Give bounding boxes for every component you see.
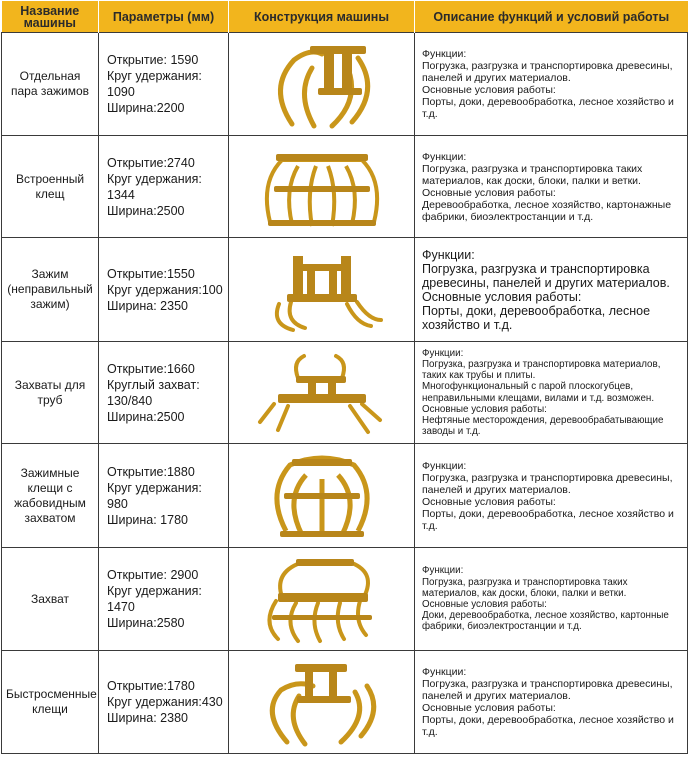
machine-name: Зажим (неправильный зажим)	[2, 238, 99, 342]
param-width: Ширина:2500	[107, 203, 185, 218]
param-opening: Открытие: 1590	[107, 53, 199, 67]
desc-functions: Погрузка, разгрузка и транспортировка таких материалов, как доски, блоки, палки и ветки.	[422, 162, 643, 187]
param-opening: Открытие:1880	[107, 464, 195, 479]
table-row	[2, 342, 688, 444]
machine-params	[99, 651, 229, 754]
header-name: Название машины	[2, 1, 99, 33]
desc-conditions: Порты, доки, деревообработка, лесное хозяйство и т.д.	[422, 96, 674, 120]
desc-conditions: Порты, доки, деревообработка, лесное хозяйство и т.д.	[422, 714, 674, 738]
table-row	[2, 238, 688, 342]
machine-description	[415, 444, 688, 548]
machine-name: Быстросменные клещи	[2, 651, 99, 754]
machine-image	[229, 651, 415, 754]
desc-conditions: Порты, доки, деревообработка, лесное хозяйство и т.д.	[422, 507, 674, 532]
desc-functions: Погрузка, разгрузка и транспортировка древесины, панелей и других материалов.	[422, 60, 673, 84]
quick-change-clamp-illustration	[257, 656, 387, 748]
desc-functions: Погрузка, разгрузка и транспортировка древесины, панелей и других материалов.	[422, 678, 673, 702]
desc-conditions-label: Основные условия работы:	[422, 289, 582, 304]
desc-conditions: Доки, деревообработка, лесное хозяйство, картонные фабрики, биоэлектростанции и т.д.	[422, 610, 669, 633]
desc-functions: Погрузка, разгрузка и транспортировка древесины, панелей и других материалов.	[422, 471, 673, 496]
irregular-clamp-illustration	[257, 244, 387, 336]
desc-conditions-label: Основные условия работы:	[422, 495, 556, 508]
desc-conditions-label: Основные условия работы:	[422, 599, 547, 610]
table-row	[2, 651, 688, 754]
machine-description	[415, 136, 688, 238]
desc-functions-label: Функции:	[422, 347, 464, 359]
desc-functions-label: Функции:	[422, 666, 467, 678]
pipe-grapple-illustration	[252, 348, 392, 438]
machine-params	[99, 548, 229, 651]
table-row	[2, 548, 688, 651]
table-header-row	[2, 1, 688, 33]
desc-multifunction: Многофункциональный с парой плоскогубцев, неправильными клещами, вилами и т.д. возможен.	[422, 381, 655, 404]
machine-name: Зажимные клещи с жабовидным захватом	[2, 444, 99, 548]
machine-params	[99, 136, 229, 238]
param-width: Ширина: 1780	[107, 512, 188, 527]
machine-description	[415, 342, 688, 444]
machine-params	[99, 33, 229, 136]
machine-name: Захват	[2, 548, 99, 651]
machine-image	[229, 444, 415, 548]
param-opening: Открытие:1660	[107, 361, 195, 376]
machine-params	[99, 238, 229, 342]
header-desc: Описание функций и условий работы	[415, 1, 688, 33]
machine-params	[99, 444, 229, 548]
desc-conditions-label: Основные условия работы:	[422, 403, 547, 415]
log-grapple-illustration	[262, 38, 382, 130]
param-width: Ширина:2580	[107, 616, 185, 630]
param-opening: Открытие:1550	[107, 266, 195, 281]
param-width: Ширина:2500	[107, 409, 185, 424]
param-grip: Круг удержания: 1470	[107, 584, 202, 614]
machine-description	[415, 548, 688, 651]
machine-image	[229, 136, 415, 238]
machine-description	[415, 238, 688, 342]
param-grip: Круг удержания: 980	[107, 480, 202, 511]
table-row	[2, 136, 688, 238]
param-grip: Круглый захват: 130/840	[107, 377, 200, 408]
desc-functions: Погрузка, разгрузка и транспортировка древесины, панелей и других материалов.	[422, 261, 670, 290]
machine-name: Отдельная пара зажимов	[2, 33, 99, 136]
desc-functions-label: Функции:	[422, 48, 467, 60]
attachments-spec-table	[1, 1, 688, 754]
desc-conditions-label: Основные условия работы:	[422, 84, 556, 96]
machine-description	[415, 33, 688, 136]
param-grip: Круг удержания: 1344	[107, 171, 202, 202]
machine-params	[99, 342, 229, 444]
header-params: Параметры (мм)	[99, 1, 229, 33]
frog-clamp-illustration	[262, 449, 382, 543]
machine-image	[229, 33, 415, 136]
desc-functions: Погрузка, разгрузка и транспортировка материалов, таких как трубы и плиты.	[422, 358, 661, 382]
param-grip: Круг удержания: 1090	[107, 69, 202, 99]
param-grip: Круг удержания:100	[107, 282, 223, 297]
desc-conditions-label: Основные условия работы:	[422, 702, 556, 714]
param-width: Ширина: 2380	[107, 711, 188, 725]
desc-functions-label: Функции:	[422, 459, 467, 472]
desc-conditions: Нефтяные месторождения, деревообрабатывающие заводы и т.д.	[422, 414, 664, 438]
machine-description	[415, 651, 688, 754]
grab-illustration	[252, 553, 392, 645]
desc-conditions-label: Основные условия работы:	[422, 186, 556, 199]
integrated-grapple-illustration	[252, 142, 392, 232]
param-opening: Открытие:1780	[107, 679, 195, 693]
desc-functions-label: Функции:	[422, 247, 475, 262]
machine-image	[229, 548, 415, 651]
header-design: Конструкция машины	[229, 1, 415, 33]
param-width: Ширина: 2350	[107, 298, 188, 313]
param-opening: Открытие: 2900	[107, 568, 199, 582]
table-row	[2, 33, 688, 136]
machine-name: Встроенный клещ	[2, 136, 99, 238]
param-opening: Открытие:2740	[107, 155, 195, 170]
machine-image	[229, 238, 415, 342]
desc-conditions: Деревообработка, лесное хозяйство, картонажные фабрики, биоэлектростанции и т.д.	[422, 198, 672, 223]
param-grip: Круг удержания:430	[107, 695, 223, 709]
machine-name: Захваты для труб	[2, 342, 99, 444]
desc-functions-label: Функции:	[422, 565, 464, 577]
desc-functions: Погрузка, разгрузка и транспортировка таких материалов, как доски, блоки, палки и ветки.	[422, 576, 628, 599]
param-width: Ширина:2200	[107, 101, 185, 115]
table-row	[2, 444, 688, 548]
desc-conditions: Порты, доки, деревообработка, лесное хозяйство и т.д.	[422, 303, 651, 332]
desc-functions-label: Функции:	[422, 150, 467, 163]
machine-image	[229, 342, 415, 444]
